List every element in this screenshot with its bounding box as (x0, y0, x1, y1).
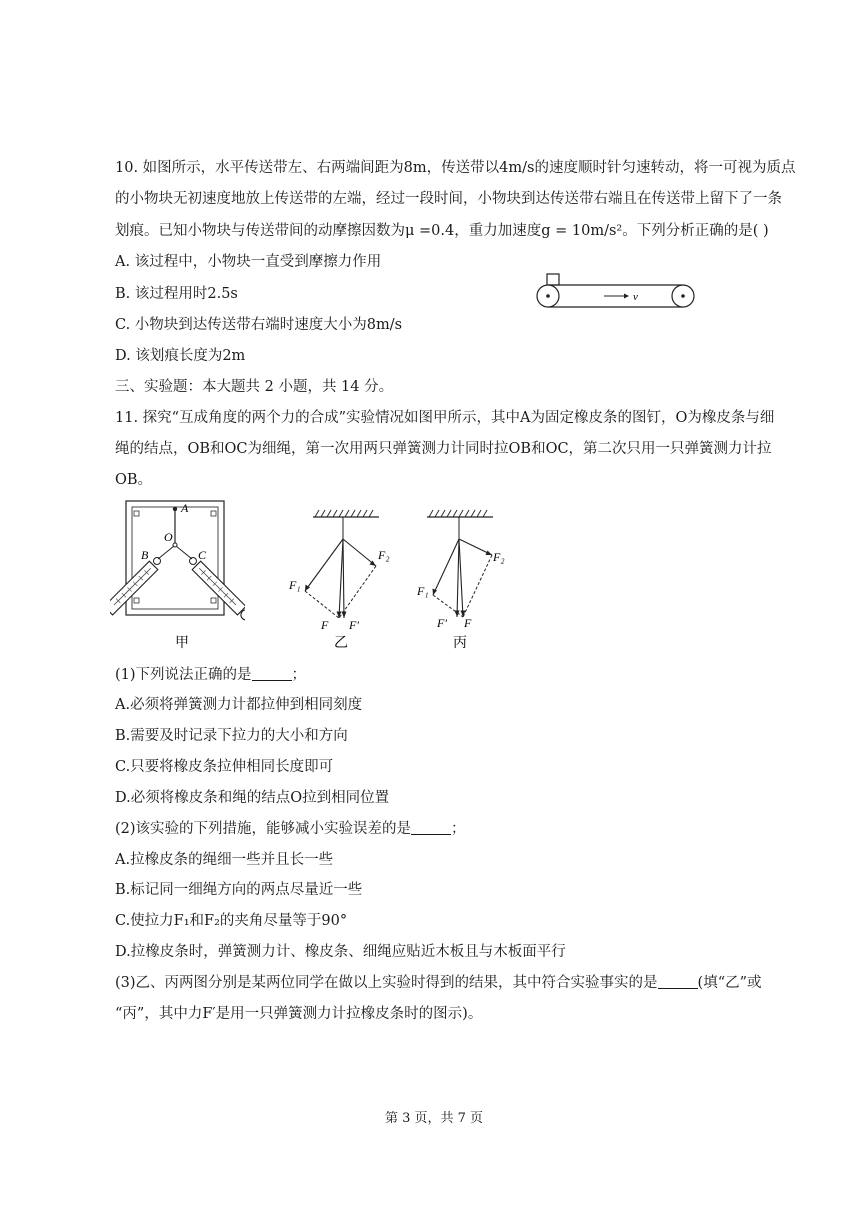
block (547, 274, 559, 285)
q11-part3-text-a: (3)乙、丙两图分别是某两位同学在做以上实验时得到的结果，其中符合实验事实的是 (115, 975, 658, 991)
q10-stem-line-1: 10. 如图所示，水平传送带左、右两端间距为8m，传送带以4m/s的速度顺时针匀速转动，将一可视为质点 (115, 160, 796, 176)
q11-part1-option-c: C.只要将橡皮条拉伸相同长度即可 (115, 759, 334, 775)
q11-part2-option-c: C.使拉力F₁和F₂的夹角尽量等于90° (115, 913, 348, 929)
velocity-label: v (633, 291, 638, 303)
caption-bing: 丙 (453, 636, 467, 651)
label-c: C (198, 548, 207, 562)
caption-jia: 甲 (175, 636, 189, 651)
label-fp-yi: F′ (349, 618, 359, 632)
label-o: O (164, 530, 173, 544)
q10-stem-line-2: 的小物块无初速度地放上传送带的左端，经过一段时间，小物块到达传送带右端且在传送带上留下了一条 (115, 191, 782, 207)
q11-part1-option-d: D.必须将橡皮条和绳的结点O拉到相同位置 (115, 790, 390, 806)
label-f-bing: F (464, 616, 472, 630)
label-f2-bing: F₂ (493, 550, 505, 564)
caption-yi: 乙 (334, 636, 348, 651)
q10-option-d: D. 该划痕长度为2m (115, 348, 246, 364)
label-fp-bing: F′ (437, 616, 447, 630)
label-f-yi: F (321, 618, 329, 632)
q11-part3-text-b: (填“乙”或 (697, 975, 762, 991)
conveyor-belt-figure (530, 270, 702, 314)
page-footer: 第 3 页，共 7 页 (384, 1111, 484, 1126)
label-b: B (141, 548, 149, 562)
q11-part1-question (115, 665, 306, 685)
q11-stem-line-2: 绳的结点，OB和OC为细绳，第一次用两只弹簧测力计同时拉OB和OC，第二次只用一只弹簧测力计拉 (115, 441, 772, 457)
q10-option-a: A. 该过程中，小物块一直受到摩擦力作用 (115, 254, 382, 270)
spring-scale-left (110, 561, 158, 623)
figure-yi (283, 503, 403, 653)
answer-blank-3[interactable] (658, 974, 698, 989)
spring-scale-right (192, 561, 245, 623)
q11-part2-option-b: B.标记同一细绳方向的两点尽量近一些 (115, 882, 363, 898)
q11-part2-text: (2)该实验的下列措施，能够减小实验误差的是 (115, 821, 412, 837)
answer-blank-2[interactable] (411, 820, 451, 835)
q11-part1-text: (1)下列说法正确的是 (115, 667, 252, 683)
answer-blank-1[interactable] (252, 666, 292, 681)
q11-part2-option-a: A.拉橡皮条的绳细一些并且长一些 (115, 852, 334, 868)
label-f1-bing: F₁ (417, 584, 429, 598)
q11-part1-option-b: B.需要及时记录下拉力的大小和方向 (115, 728, 348, 744)
q11-part1-option-a: A.必须将弹簧测力计都拉伸到相同刻度 (115, 697, 363, 713)
label-f2-yi: F₂ (378, 548, 390, 562)
q11-part1-end: ； (291, 667, 307, 683)
q11-part3-line-1 (115, 973, 762, 993)
label-f1-yi: F₁ (289, 578, 301, 592)
label-a: A (181, 501, 189, 515)
q11-part3-line-2: “丙”，其中力F′是用一只弹簧测力计拉橡皮条时的图示)。 (115, 1006, 483, 1022)
figure-jia (110, 497, 245, 653)
q11-part2-question (115, 819, 466, 839)
q11-stem-line-3: OB。 (115, 472, 153, 488)
q10-stem-line-3: 划痕。已知小物块与传送带间的动摩擦因数为μ =0.4，重力加速度g = 10m/s²。下列分析正确的是( ) (115, 223, 769, 239)
q11-part2-option-d: D.拉橡皮条时，弹簧测力计、橡皮条、细绳应贴近木板且与木板面平行 (115, 944, 566, 960)
q11-stem-line-1: 11. 探究“互成角度的两个力的合成”实验情况如图甲所示，其中A为固定橡皮条的图钉，O为橡皮条与细 (115, 410, 775, 426)
q11-part2-end: ； (451, 821, 466, 837)
section-header: 三、实验题：本大题共 2 小题，共 14 分。 (115, 379, 394, 395)
figure-bing (405, 503, 515, 653)
q10-option-c: C. 小物块到达传送带右端时速度大小为8m/s (115, 317, 403, 333)
q10-option-b: B. 该过程用时2.5s (115, 286, 238, 302)
